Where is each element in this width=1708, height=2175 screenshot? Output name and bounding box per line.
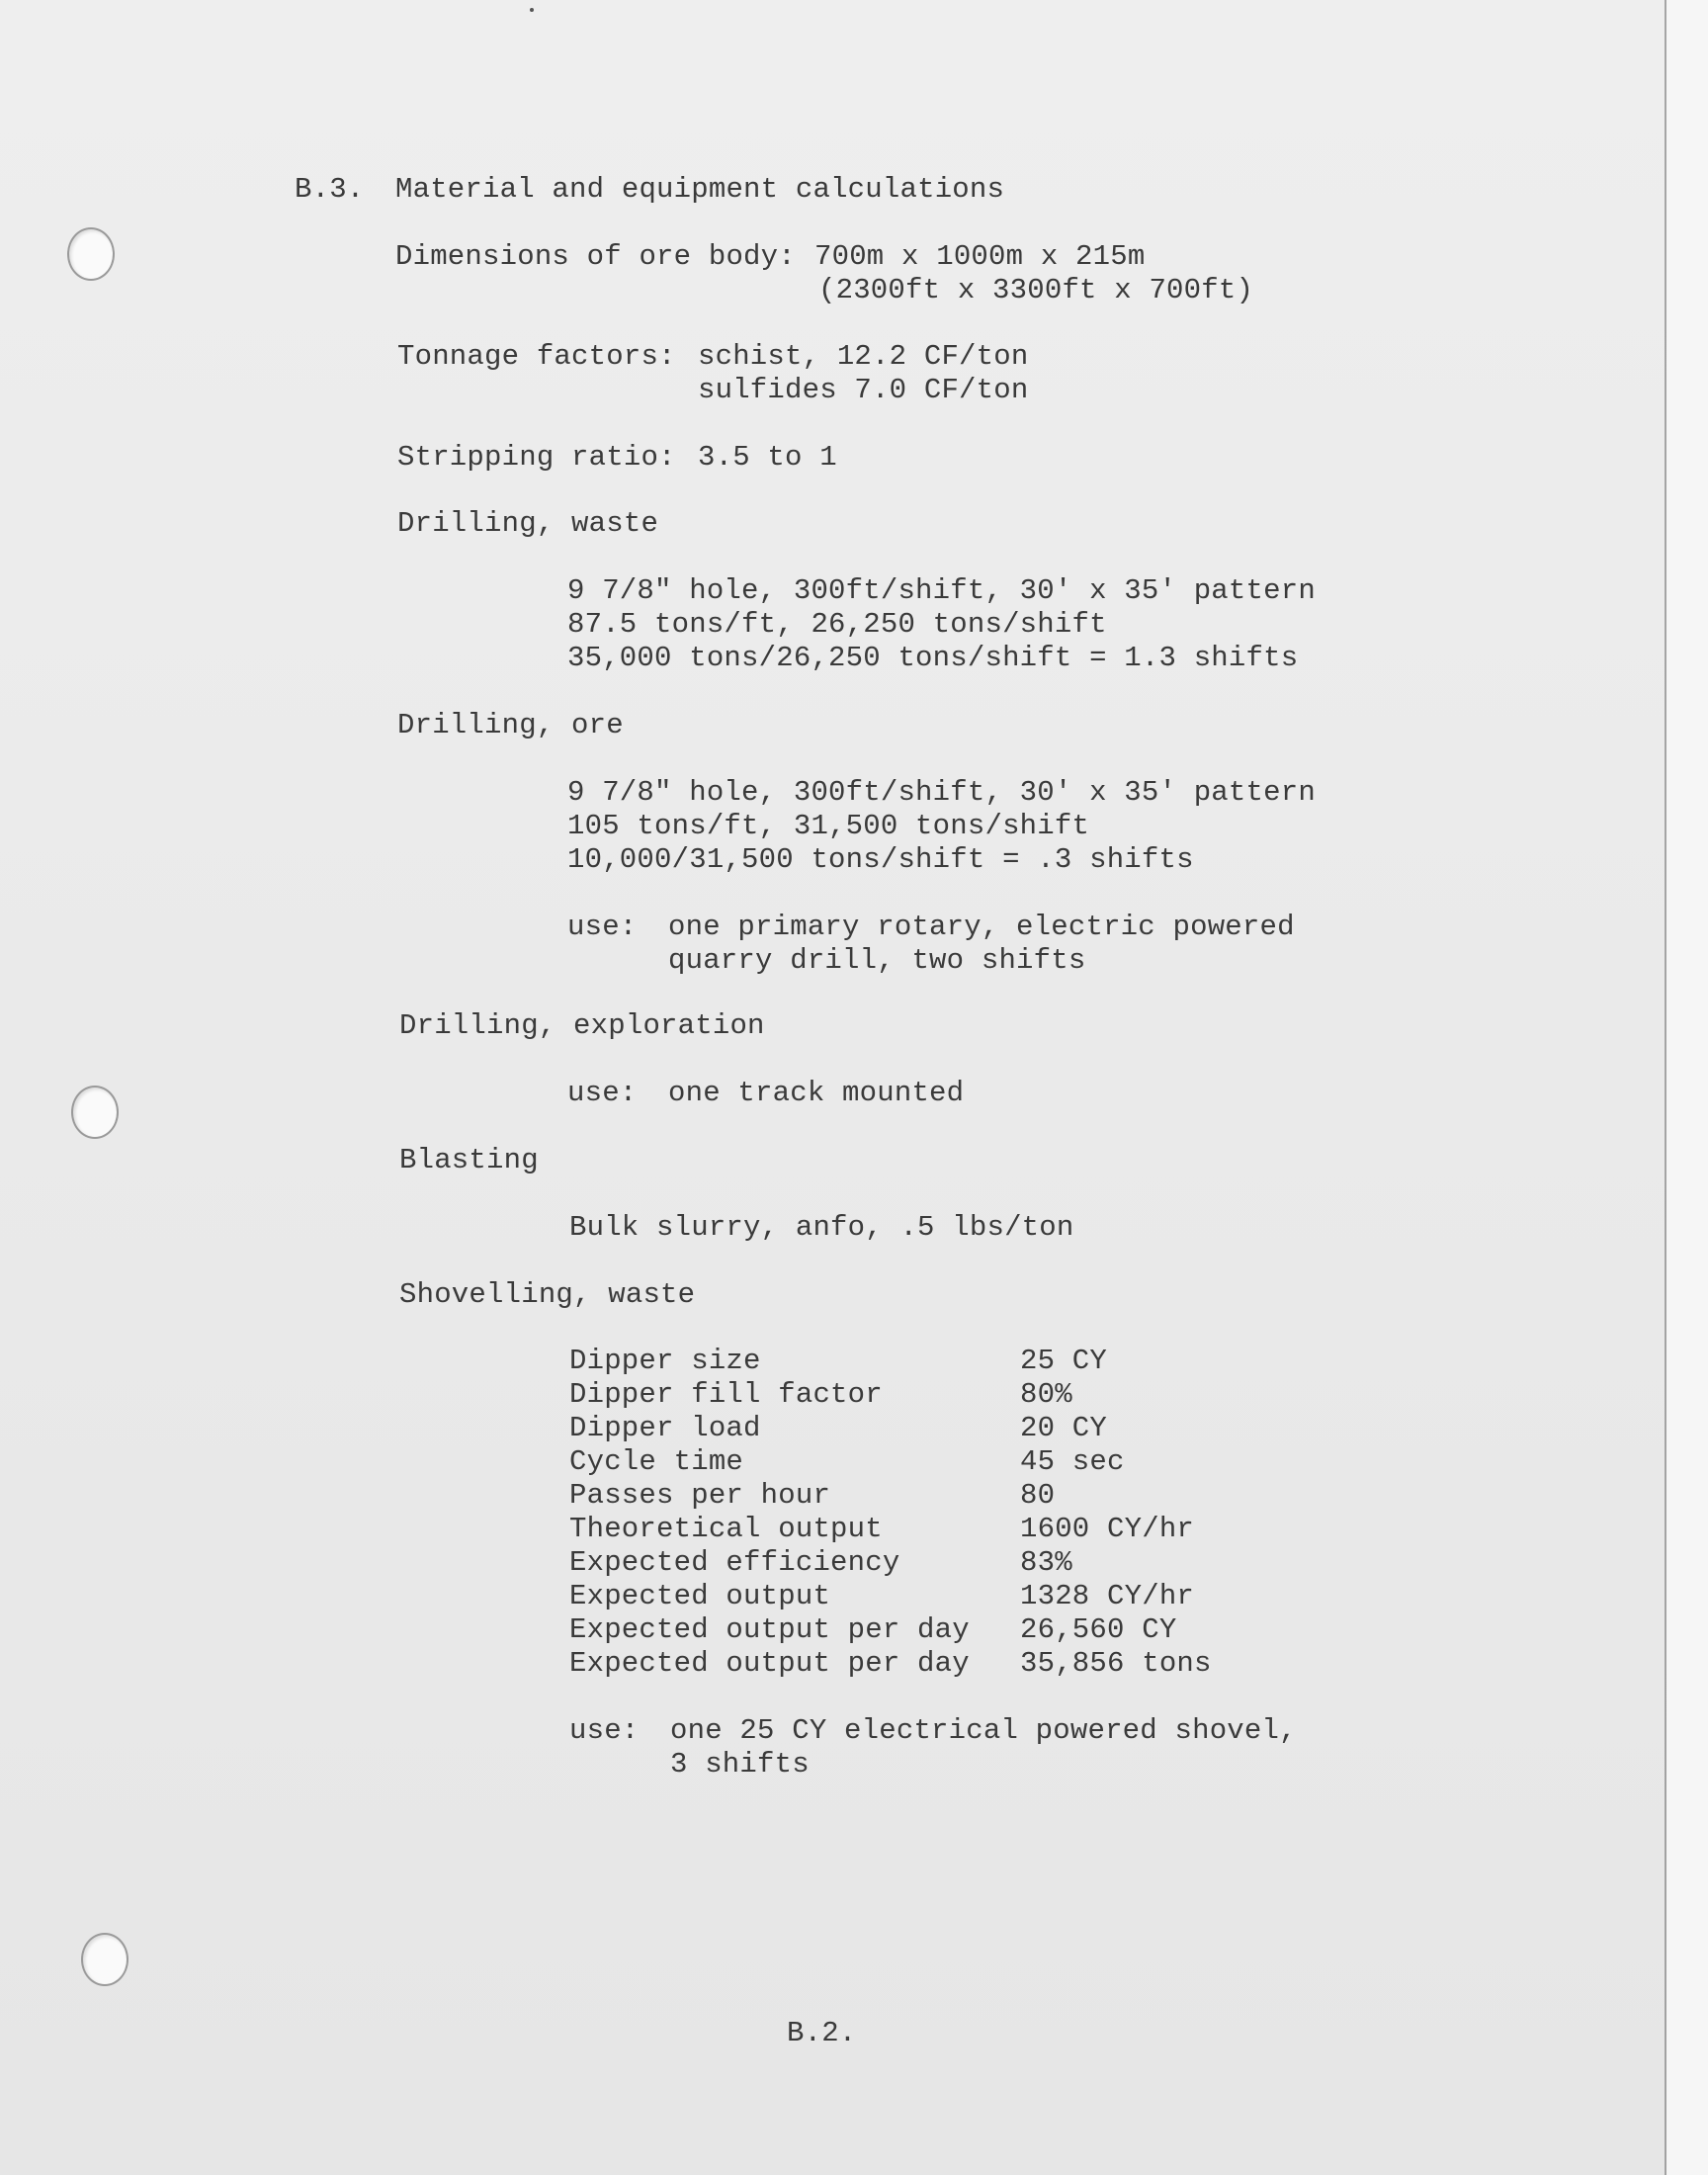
tonnage-sulfides: sulfides 7.0 CF/ton <box>698 374 1029 406</box>
section-number: B.3. <box>295 173 365 206</box>
stripping-value: 3.5 to 1 <box>698 441 837 474</box>
punch-hole-middle <box>71 1086 119 1139</box>
blasting-text: Bulk slurry, anfo, .5 lbs/ton <box>569 1211 1074 1244</box>
punch-hole-top <box>67 227 115 281</box>
ore-body-label: Dimensions of ore body: <box>395 240 796 273</box>
drilling-ore-line: 9 7/8" hole, 300ft/shift, 30' x 35' pattern <box>567 776 1316 809</box>
drilling-waste-line: 9 7/8" hole, 300ft/shift, 30' x 35' pattern <box>567 574 1316 607</box>
shovel-row-value: 80 <box>1020 1479 1056 1512</box>
drilling-ore-use-label: use: <box>567 911 638 943</box>
shovel-row-value: 80% <box>1020 1378 1072 1411</box>
shovel-row-label: Expected output per day <box>569 1613 970 1646</box>
drilling-waste-line: 87.5 tons/ft, 26,250 tons/shift <box>567 608 1107 641</box>
scan-speck <box>530 8 534 12</box>
shovel-row-label: Dipper size <box>569 1345 761 1377</box>
shovel-row-value: 25 CY <box>1020 1345 1108 1377</box>
drilling-ore-line: 10,000/31,500 tons/shift = .3 shifts <box>567 843 1194 876</box>
drilling-ore-heading: Drilling, ore <box>397 709 624 741</box>
drilling-waste-heading: Drilling, waste <box>397 507 659 540</box>
shovel-row-value: 26,560 CY <box>1020 1613 1177 1646</box>
drilling-ore-use-line: one primary rotary, electric powered <box>668 911 1295 943</box>
punch-hole-bottom <box>81 1933 128 1986</box>
shovelling-use-line: 3 shifts <box>670 1748 810 1781</box>
shovel-row-value: 1600 CY/hr <box>1020 1513 1195 1545</box>
stripping-label: Stripping ratio: <box>397 441 676 474</box>
blasting-heading: Blasting <box>399 1144 539 1176</box>
drilling-exploration-use-label: use: <box>567 1077 638 1109</box>
drilling-ore-line: 105 tons/ft, 31,500 tons/shift <box>567 810 1090 842</box>
shovel-row-value: 83% <box>1020 1546 1072 1579</box>
shovel-row-value: 45 sec <box>1020 1445 1125 1478</box>
shovel-row-label: Cycle time <box>569 1445 744 1478</box>
shovel-row-value: 35,856 tons <box>1020 1647 1212 1680</box>
section-title: Material and equipment calculations <box>395 173 1005 206</box>
shovel-row-label: Dipper load <box>569 1412 761 1444</box>
page-edge-margin <box>1666 0 1708 2175</box>
tonnage-schist: schist, 12.2 CF/ton <box>698 340 1029 373</box>
drilling-waste-line: 35,000 tons/26,250 tons/shift = 1.3 shifts <box>567 642 1299 674</box>
shovelling-heading: Shovelling, waste <box>399 1278 696 1311</box>
tonnage-label: Tonnage factors: <box>397 340 676 373</box>
shovelling-use-label: use: <box>569 1714 640 1747</box>
shovel-row-label: Expected output <box>569 1580 831 1612</box>
drilling-exploration-use-text: one track mounted <box>668 1077 965 1109</box>
page-number: B.2. <box>787 2017 857 2049</box>
shovel-row-label: Expected output per day <box>569 1647 970 1680</box>
shovel-row-label: Dipper fill factor <box>569 1378 883 1411</box>
shovel-row-value: 1328 CY/hr <box>1020 1580 1195 1612</box>
drilling-ore-use-line: quarry drill, two shifts <box>668 944 1086 977</box>
shovel-row-label: Theoretical output <box>569 1513 883 1545</box>
ore-body-imperial: (2300ft x 3300ft x 700ft) <box>818 274 1254 306</box>
shovelling-use-line: one 25 CY electrical powered shovel, <box>670 1714 1297 1747</box>
drilling-exploration-heading: Drilling, exploration <box>399 1009 765 1042</box>
ore-body-metric: 700m x 1000m x 215m <box>814 240 1146 273</box>
shovel-row-label: Passes per hour <box>569 1479 831 1512</box>
shovel-row-value: 20 CY <box>1020 1412 1108 1444</box>
shovel-row-label: Expected efficiency <box>569 1546 900 1579</box>
